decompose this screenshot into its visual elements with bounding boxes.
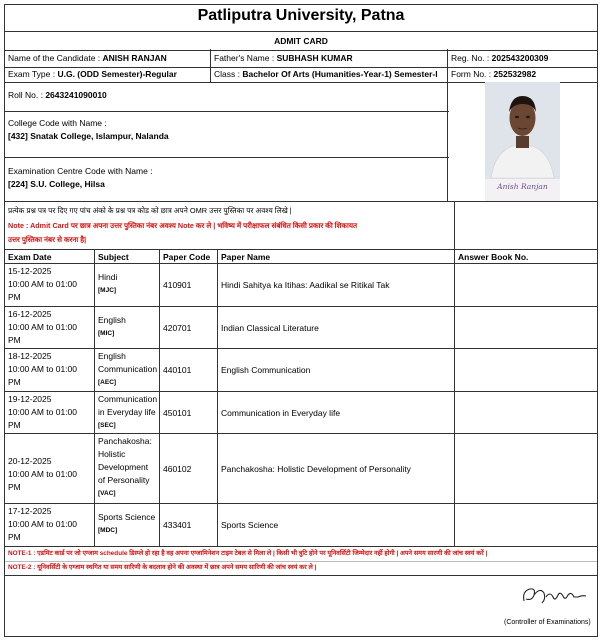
row-paper-code: 420701 xyxy=(163,323,192,333)
row-paper-code: 450101 xyxy=(163,408,192,418)
note-2: NOTE-2 : यूनिवर्सिटी के एग्जाम स्थगित या समय सारिणी के बदलाव होने की अवस्था में छात्र अपने समय सारिणी की जांच स्वयं कर ले | xyxy=(8,564,317,571)
header-paper-name: Paper Name xyxy=(221,252,271,262)
class-name: Bachelor Of Arts (Humanities-Year-1) Semester-I xyxy=(242,69,438,79)
row-subject: English Communication [AEC] xyxy=(98,351,158,386)
omr-instruction: प्रत्येक प्रश्न पत्र पर दिए गए पांच अंको के प्रश्न पत्र कोड को छात्र अपने OMR उत्तर पुस्तिका पर अवश्य लिखे | xyxy=(8,206,292,215)
row-answer-book xyxy=(455,321,597,323)
controller-label: (Controller of Examinations) xyxy=(504,619,591,626)
college-field xyxy=(5,116,445,144)
centre-field xyxy=(5,164,445,192)
exam-type-field: Exam Type : U.G. (ODD Semester)-Regular xyxy=(8,69,177,79)
father-name: SUBHASH KUMAR xyxy=(276,53,353,63)
row-paper-name: Hindi Sahitya ka Itihas: Aadikal se Ritikal Tak xyxy=(221,280,390,290)
row-subject: Panchakosha: Holistic Development of Personality [VAC] xyxy=(98,436,152,497)
row-paper-name: Communication in Everyday life xyxy=(221,408,341,418)
row-paper-code: 410901 xyxy=(163,280,192,290)
row-paper-name: Panchakosha: Holistic Development of Personality xyxy=(221,464,411,474)
row-subject: Communication in Everyday life [SEC] xyxy=(98,394,158,429)
answer-book-note-line2: उत्तर पुस्तिका नंबर से करना है| xyxy=(8,235,87,244)
answer-book-note-line1: Note : Admit Card पर छात्र अपना उत्तर पुस्तिका नंबर अवश्य Note कर ले | भविष्य में परीक्षाफल संबंधित किसी प्रकार की शिकायत xyxy=(8,221,358,230)
photo-signature: Anish Ranjan xyxy=(497,182,548,191)
row-exam-date: 20-12-2025 10:00 AM to 01:00 PM xyxy=(8,456,77,492)
row-exam-date: 18-12-2025 10:00 AM to 01:00 PM xyxy=(8,351,77,387)
row-exam-date: 16-12-2025 10:00 AM to 01:00 PM xyxy=(8,309,77,345)
form-no: 252532982 xyxy=(493,69,537,79)
college-name: [432] Snatak College, Islampur, Nalanda xyxy=(8,131,169,141)
reg-no: 202543200309 xyxy=(491,53,549,63)
header-paper-code: Paper Code xyxy=(163,252,211,262)
centre-label: Examination Centre Code with Name : xyxy=(8,166,153,176)
row-paper-code: 460102 xyxy=(163,464,192,474)
father-name-field: Father's Name : SUBHASH KUMAR xyxy=(214,53,353,63)
roll-no-field: Roll No. : 2643241090010 xyxy=(8,90,107,100)
row-subject: Hindi [MJC] xyxy=(98,272,118,294)
header-answer-book: Answer Book No. xyxy=(458,252,529,262)
row-paper-code: 433401 xyxy=(163,520,192,530)
row-exam-date: 17-12-2025 10:00 AM to 01:00 PM xyxy=(8,506,77,542)
row-exam-date: 19-12-2025 10:00 AM to 01:00 PM xyxy=(8,394,77,430)
header-exam-date: Exam Date xyxy=(8,252,52,262)
centre-name: [224] S.U. College, Hilsa xyxy=(8,179,105,189)
controller-signature xyxy=(520,583,592,611)
class-field: Class : Bachelor Of Arts (Humanities-Year-1) Semester-I xyxy=(214,69,438,79)
row-answer-book xyxy=(455,406,597,408)
row-answer-book xyxy=(455,278,597,280)
row-paper-name: Indian Classical Literature xyxy=(221,323,319,333)
row-subject: English [MIC] xyxy=(98,315,126,337)
row-exam-date: 15-12-2025 10:00 AM to 01:00 PM xyxy=(8,266,77,302)
roll-no: 2643241090010 xyxy=(45,90,107,100)
row-answer-book xyxy=(455,518,597,520)
candidate-photo xyxy=(485,82,560,201)
row-subject: Sports Science [MDC] xyxy=(98,512,156,534)
university-title: Patliputra University, Patna xyxy=(197,7,405,24)
admit-card-heading: ADMIT CARD xyxy=(5,31,597,51)
exam-type: U.G. (ODD Semester)-Regular xyxy=(57,69,177,79)
admit-card xyxy=(4,4,598,637)
row-paper-name: English Communication xyxy=(221,365,311,375)
note-1: NOTE-1 : एडमिट कार्ड पर जो एग्जाम schedule डिस्प्ले हो रहा है वह अपना एग्जामिनेशन टाइम टेबल से मिला ले | किसी भी त्रुटि होने पर यूनिवर्सिटी जिम्मेदार नहीं होगी | अपने समय सारणी की जांच स्वयं करें | xyxy=(8,550,488,557)
college-label: College Code with Name : xyxy=(8,118,107,128)
candidate-name-field: Name of the Candidate : ANISH RANJAN xyxy=(8,53,167,63)
row-paper-code: 440101 xyxy=(163,365,192,375)
row-answer-book xyxy=(455,462,597,464)
row-answer-book xyxy=(455,363,597,365)
row-paper-name: Sports Science xyxy=(221,520,279,530)
form-no-field: Form No. : 252532982 xyxy=(451,69,537,79)
candidate-name: ANISH RANJAN xyxy=(102,53,167,63)
header-subject: Subject xyxy=(98,252,129,262)
reg-no-field: Reg. No. : 202543200309 xyxy=(451,53,549,63)
